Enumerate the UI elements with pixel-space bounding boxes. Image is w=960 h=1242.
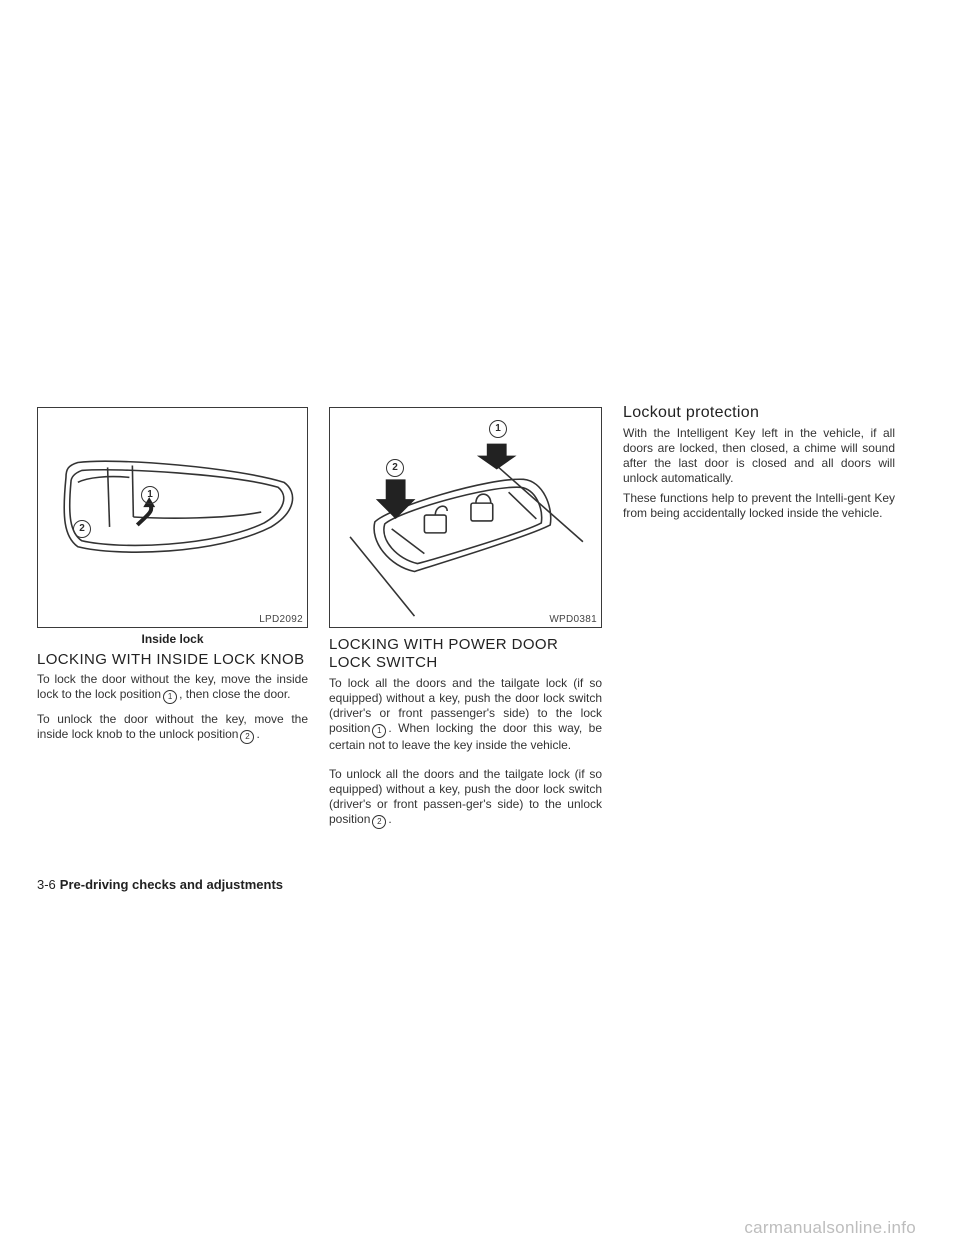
chapter-title: Pre-driving checks and adjustments <box>59 877 284 892</box>
paragraph-text: To lock all the doors and the tailgate lock (if so equipped) without a key, push the door lock switch (driver's or front passenger's side) to the lock position <box>329 676 602 735</box>
paragraph-text: To unlock all the doors and the tailgate lock (if so equipped) without a key, push the door lock switch (driver's or front passen-ger's side) to the unlock position <box>329 767 602 826</box>
inside-lock-illustration <box>38 408 307 627</box>
page-footer <box>37 877 283 892</box>
paragraph-text: . <box>256 727 260 741</box>
figure-caption: Inside lock <box>141 632 204 646</box>
figure-inside-lock <box>37 407 308 628</box>
paragraph-text: , then close the door. <box>179 687 291 701</box>
position-marker-1: 1 <box>163 690 177 704</box>
paragraph-lockout-2: These functions help to prevent the Intelli-gent Key from being accidentally locked inside the vehicle. <box>623 491 895 520</box>
paragraph-lockout-1: With the Intelligent Key left in the vehicle, if all doors are locked, then closed, a chime will sound after the last door is closed and all doors will unlock automatically. <box>623 426 895 485</box>
callout-1: 1 <box>489 420 507 438</box>
paragraph-unlock-inside <box>37 712 308 744</box>
page-number: 3-6 <box>37 877 56 892</box>
paragraph-text: To unlock the door without the key, move the inside lock knob to the unlock position <box>37 712 308 741</box>
position-marker-2: 2 <box>372 815 386 829</box>
section-heading-inside-lock: LOCKING WITH INSIDE LOCK KNOB <box>37 651 305 668</box>
paragraph-lock-switch <box>329 676 602 753</box>
figure-power-lock-switch <box>329 407 602 628</box>
paragraph-text: . <box>388 812 392 826</box>
power-lock-switch-illustration <box>330 408 601 627</box>
section-heading-lockout: Lockout protection <box>623 404 760 421</box>
callout-1: 1 <box>141 486 159 504</box>
paragraph-unlock-switch <box>329 767 602 829</box>
paragraph-text: To lock the door without the key, move the inside lock to the lock position <box>37 672 308 701</box>
paragraph-text: . When locking the door this way, be certain not to leave the key inside the vehicle. <box>329 721 602 752</box>
paragraph-lock-inside <box>37 672 308 704</box>
callout-2: 2 <box>73 520 91 538</box>
section-heading-power-lock: LOCKING WITH POWER DOOR LOCK SWITCH <box>329 636 559 671</box>
callout-2: 2 <box>386 459 404 477</box>
position-marker-1: 1 <box>372 724 386 738</box>
figure-code: LPD2092 <box>259 614 303 625</box>
position-marker-2: 2 <box>240 730 254 744</box>
watermark: carmanualsonline.info <box>744 1218 916 1237</box>
figure-code: WPD0381 <box>549 614 597 625</box>
